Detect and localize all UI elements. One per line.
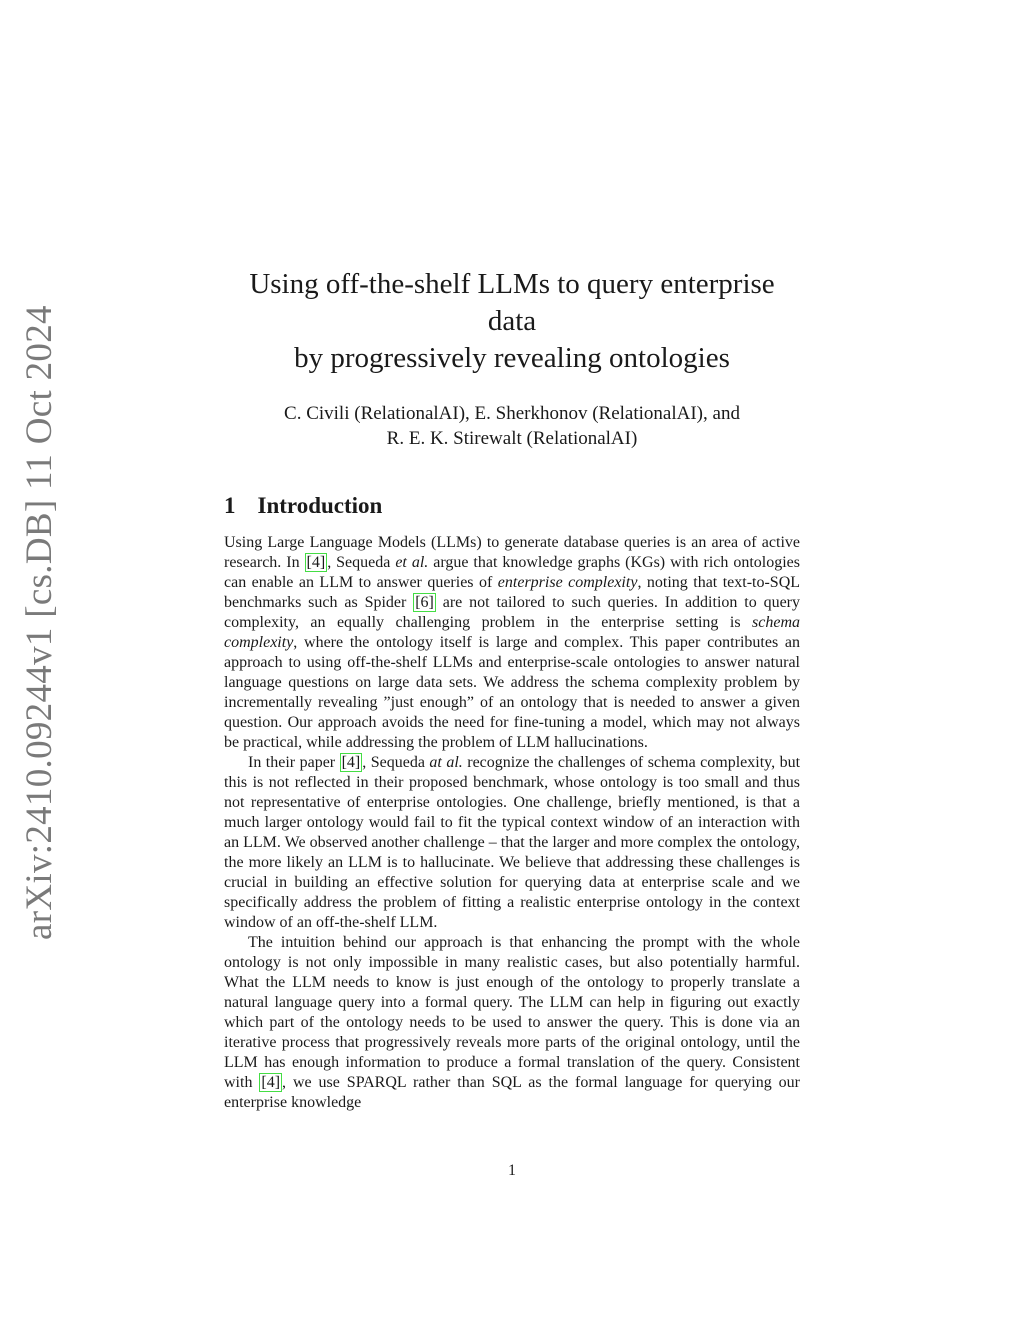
text-run: , Sequeda [327, 554, 396, 571]
text-run: are not tailored to such queries. In addition to query complexity, an equally challenging problem in the enterprise setting is [224, 594, 800, 631]
paragraph-1 [224, 533, 800, 753]
section-heading [224, 493, 800, 519]
section-title: Introduction [257, 493, 383, 518]
arxiv-identifier: arXiv:2410.09244v1 [cs.DB] 11 Oct 2024 [19, 305, 60, 940]
text-run: , Sequeda [362, 754, 430, 771]
citation-link[interactable]: [4] [306, 554, 326, 571]
page-number: 1 [508, 1162, 516, 1179]
authors-line-2: R. E. K. Stirewalt (RelationalAI) [386, 428, 638, 449]
text-run: , where the ontology itself is large and complex. This paper contributes an approach to using off-the-shelf LLMs and enterprise-scale ontologies to answer natural language questions on large data sets. We address the schema complexity problem by incrementally revealing ”just enough” of an ontology that is needed to answer a given question. Our approach avoids the need for fine-tuning a model, which may not always be practical, while addressing the problem of LLM hallucinations. [224, 634, 800, 751]
paragraph-2 [224, 753, 800, 933]
emphasis-text: et al. [395, 554, 429, 571]
text-run: In their paper [248, 754, 340, 771]
citation-link[interactable]: [6] [415, 594, 434, 611]
title-line-1: Using off-the-shelf LLMs to query enterprise data [249, 268, 775, 337]
text-run: , noting that text-to-SQL benchmarks such as Spider [224, 574, 801, 611]
text-run: recognize the challenges of schema complexity, but this is not reflected in their proposed benchmark, whose ontology is too small and thus not representative of enterprise ontologies. One challenge, briefly mentioned, is that a much larger ontology would fail to fit the typical context window of an interaction with an LLM. We observed another challenge – that the larger and more complex the ontology, the more likely an LLM is to hallucinate. We believe that addressing these challenges is crucial in building an effective solution for querying data at enterprise scale and we specifically address the problem of fitting a realistic enterprise ontology in the context window of an off-the-shelf LLM. [224, 754, 801, 931]
text-run: The intuition behind our approach is that enhancing the prompt with the whole ontology is not only impossible in many realistic cases, but also potentially harmful. What the LLM needs to know is just enough of the ontology to properly translate a natural language query into a formal query. The LLM can help in figuring out exactly which part of the ontology needs to be used to answer the query. This is done via an iterative process that progressively reveals more parts of the original ontology, until the LLM has enough information to produce a formal translation of the query. Consistent with [224, 934, 800, 1091]
section-number: 1 [224, 493, 236, 518]
author-list [224, 401, 800, 451]
emphasis-text: enterprise complexity [497, 574, 638, 591]
paper-title [224, 266, 800, 377]
emphasis-text: schema complexity [224, 614, 800, 651]
citation-link[interactable]: [4] [341, 754, 361, 771]
citation-link[interactable]: [4] [261, 1074, 281, 1091]
text-run: Using Large Language Models (LLMs) to generate database queries is an area of active research. In [224, 534, 800, 571]
text-run: argue that knowledge graphs (KGs) with rich ontologies can enable an LLM to answer queries of [224, 554, 800, 591]
paragraph-3 [224, 933, 800, 1113]
section-body [224, 533, 800, 1113]
emphasis-text: at al. [429, 754, 463, 771]
title-line-2: by progressively revealing ontologies [294, 342, 730, 374]
paper-page [224, 266, 800, 1113]
text-run: , we use SPARQL rather than SQL as the formal language for querying our enterprise knowledge [224, 1074, 800, 1111]
authors-line-1: C. Civili (RelationalAI), E. Sherkhonov (RelationalAI), and [284, 403, 740, 424]
